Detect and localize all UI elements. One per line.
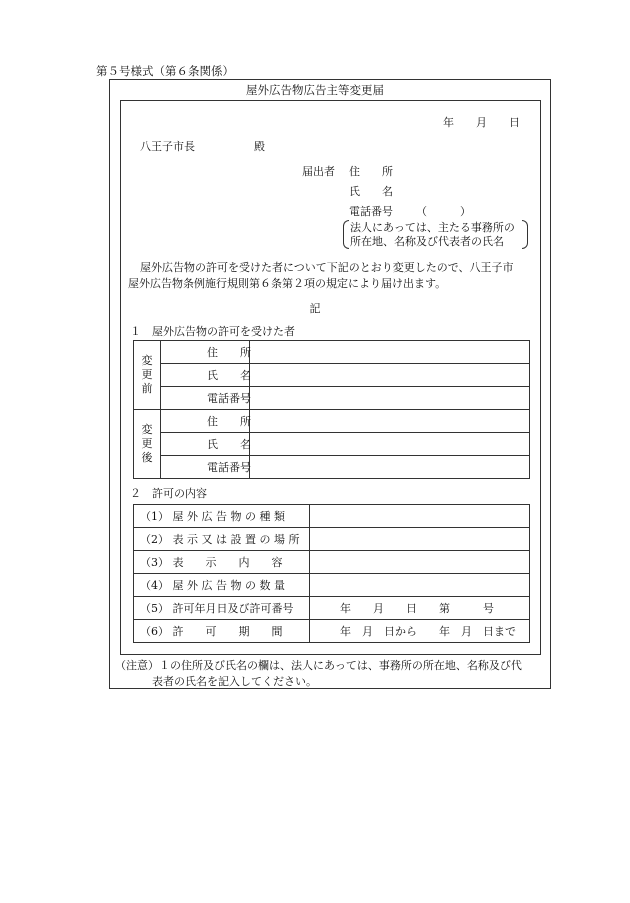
note-line-2: 表者の氏名を記入してください。 xyxy=(152,675,317,688)
permit-row-label: （5） 許可年月日及び許可番号 xyxy=(134,597,310,620)
corp-note-line-2: 所在地、名称及び代表者の氏名 xyxy=(350,235,504,248)
after-phone-value[interactable] xyxy=(250,456,530,479)
permit-date-number-value[interactable]: 年 月 日 第 号 xyxy=(310,597,530,620)
permit-row-value[interactable] xyxy=(310,574,530,597)
applicant-label: 届出者 xyxy=(302,165,335,178)
after-name-label: 氏 名 xyxy=(161,433,250,456)
applicant-address-label: 住 所 xyxy=(349,165,393,178)
applicant-phone-parens: （ ） xyxy=(416,205,471,218)
permit-row-label: （3） 表 示 内 容 xyxy=(134,551,310,574)
permit-row-value[interactable] xyxy=(310,505,530,528)
note-line-1: （注意）１の住所及び氏名の欄は、法人にあっては、事務所の所在地、名称及び代 xyxy=(115,659,522,672)
after-name-value[interactable] xyxy=(250,433,530,456)
before-address-value[interactable] xyxy=(250,341,530,364)
after-change-label: 変 更 後 xyxy=(134,410,161,479)
corp-note-line-1: 法人にあっては、主たる事務所の xyxy=(350,221,515,234)
body-text-line-2: 屋外広告物条例施行規則第６条第２項の規定により届け出ます。 xyxy=(128,277,447,290)
before-name-label: 氏 名 xyxy=(161,364,250,387)
applicant-phone-label: 電話番号 xyxy=(349,205,393,218)
section1-heading: １ 屋外広告物の許可を受けた者 xyxy=(130,325,295,338)
permit-row-label: （6） 許 可 期 間 xyxy=(134,620,310,643)
permit-row-value[interactable] xyxy=(310,528,530,551)
permit-holder-table xyxy=(133,340,530,479)
permit-row-label: （2） 表 示 又 は 設 置 の 場 所 xyxy=(134,528,310,551)
permit-period-value[interactable]: 年 月 日から 年 月 日まで xyxy=(310,620,530,643)
after-phone-label: 電話番号 xyxy=(161,456,250,479)
body-text-line-1: 屋外広告物の許可を受けた者について下記のとおり変更したので、八王子市 xyxy=(140,261,514,274)
addressee: 八王子市長 xyxy=(140,140,195,153)
corp-note-bracket-left xyxy=(343,220,349,249)
honorific: 殿 xyxy=(254,140,265,153)
before-phone-value[interactable] xyxy=(250,387,530,410)
before-change-label: 変 更 前 xyxy=(134,341,161,410)
corp-note-bracket-right xyxy=(522,220,528,249)
form-title: 屋外広告物広告主等変更届 xyxy=(246,83,384,97)
applicant-name-label: 氏 名 xyxy=(349,185,393,198)
permit-row-value[interactable] xyxy=(310,551,530,574)
date-line: 年 月 日 xyxy=(443,116,520,129)
permit-row-label: （1） 屋 外 広 告 物 の 種 類 xyxy=(134,505,310,528)
permit-details-table xyxy=(133,504,530,643)
after-address-label: 住 所 xyxy=(161,410,250,433)
before-phone-label: 電話番号 xyxy=(161,387,250,410)
before-name-value[interactable] xyxy=(250,364,530,387)
before-address-label: 住 所 xyxy=(161,341,250,364)
ki-heading: 記 xyxy=(309,302,321,315)
section2-heading: ２ 許可の内容 xyxy=(130,487,207,500)
form-number: 第５号様式（第６条関係） xyxy=(96,64,234,78)
permit-row-label: （4） 屋 外 広 告 物 の 数 量 xyxy=(134,574,310,597)
after-address-value[interactable] xyxy=(250,410,530,433)
